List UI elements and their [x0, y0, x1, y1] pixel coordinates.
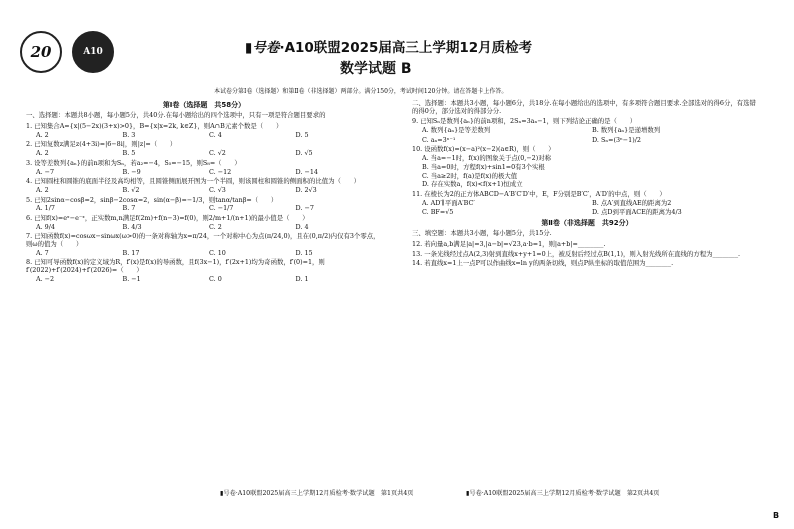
- section-heading-part1: 第Ⅰ卷（选择题 共58分）: [162, 101, 246, 109]
- option: B. 数列{aₙ}是递增数列: [592, 126, 661, 135]
- option-row: [36, 169, 382, 177]
- school-seal-icon: [72, 31, 114, 73]
- exam-title-text: ·A10联盟2025届高三上学期12月质检考: [279, 40, 533, 56]
- option-row: [36, 276, 382, 284]
- option-grid: [422, 200, 762, 217]
- option-row: [36, 224, 382, 232]
- anniversary-logo-icon: [20, 31, 62, 73]
- question-stem: 8. 已知可导函数f(x)的定义域为R，f′(x)是f(x)的导函数，且f(3x−1)，f′(2x+1)均为奇函数，f′(0)=1，则f′(2022)+f′(2024)+f′(2026)=（ ）: [26, 258, 325, 275]
- section-intro-mc: 一、选择题：本题共8小题，每小题5分，共40分.在每小题给出的四个选项中，只有一项是符合题目要求的: [26, 111, 326, 120]
- question-stem: 7. 已知函数f(x)=cosωx−sinωx(ω>0)的一条对称轴为x=π/24，一个对称中心为点(π/24,0)，且在(0,π/2)内仅有3个零点，则ω的值为（ ）: [26, 232, 380, 249]
- option: A. −2: [36, 274, 55, 283]
- right-question-list: [412, 118, 762, 217]
- option: A. −7: [36, 167, 55, 176]
- option: C. BF=√5: [422, 208, 454, 217]
- option: A. 数列{aₙ}是等差数列: [422, 126, 491, 135]
- option-row: [36, 150, 382, 158]
- option-row: [36, 132, 382, 140]
- logo-left-text: 20: [30, 43, 52, 61]
- option: C. 10: [209, 248, 226, 257]
- option: A. 2: [36, 149, 49, 158]
- option: C. 0: [209, 274, 222, 283]
- option: A. AD′∥平面A′BC′: [422, 198, 475, 207]
- section-heading-part2: 第Ⅱ卷（非选择题 共92分）: [541, 218, 633, 227]
- section-intro-fill: 三、填空题：本题共3小题，每小题5分，共15分.: [412, 229, 552, 238]
- subject-title: 数学试题 B: [340, 61, 412, 77]
- option-row: [36, 187, 382, 195]
- fill-question: 14. 若直线x=1上一点P可以作曲线x=ln y的两条切线，则点P纵坐标的取值范围为________.: [412, 259, 674, 268]
- header-logos: [20, 31, 120, 73]
- question-stem: 5. 已知2sinα−cosβ=2，sinβ−2cosα=2，sin(α−β)=−1/3，则tanα/tanβ=（ ）: [26, 195, 278, 204]
- footer-left: ▮号卷·A10联盟2025届高三上学期12月质检考·数学试题 第1页共4页: [220, 490, 414, 497]
- option: D. Sₙ=(3ⁿ−1)/2: [592, 135, 641, 144]
- option: A. 当a=−1时，f(x)的图象关于点(0,−2)对称: [422, 154, 552, 163]
- option: C. √2: [209, 149, 226, 158]
- option: A. 2: [36, 185, 49, 194]
- footer-right: ▮号卷·A10联盟2025届高三上学期12月质检考·数学试题 第2页共4页: [466, 490, 660, 497]
- option-row: [36, 205, 382, 213]
- option: D. 2√3: [295, 185, 317, 194]
- exam-title: [245, 36, 532, 56]
- logo-right-text: A10: [83, 47, 103, 57]
- option: D. 存在实数a，f(x)<f(x+1)恒成立: [422, 180, 523, 189]
- option: D. 1: [295, 274, 309, 283]
- option: C. 当a≥2时，f(a)是f(x)的极大值: [422, 171, 518, 180]
- option: D. √5: [295, 149, 313, 158]
- brand-mark: ▮号卷: [245, 40, 280, 56]
- option: B. 点A′到直线AE的距离为2: [592, 198, 672, 207]
- option: A. 7: [36, 248, 49, 257]
- option: D. −7: [295, 204, 314, 213]
- option: B. √2: [122, 185, 140, 194]
- option: A. 9/4: [36, 222, 55, 231]
- version-mark: B: [773, 511, 780, 520]
- option: B. 5: [122, 149, 136, 158]
- option: D. 4: [295, 222, 309, 231]
- question-stem: 10. 设函数f(x)=(x−a)²(x−2)(a∈R)，则（ ）: [412, 145, 555, 154]
- option: A. 2: [36, 130, 49, 139]
- left-question-list: [26, 123, 382, 283]
- exam-notice: 本试卷分第Ⅰ卷（选择题）和第Ⅱ卷（非选择题）两部分。满分150分，考试时间120分钟。请在答题卡上作答。: [214, 88, 508, 95]
- right-column: [412, 100, 762, 269]
- option: B. 17: [122, 248, 140, 257]
- option: B. 7: [122, 204, 136, 213]
- fill-question: 12. 若向量a,b满足|a|=3,|a−b|=√23,a·b=1，则|a+b|=________.: [412, 240, 606, 249]
- option: C. −1/7: [209, 204, 234, 213]
- option: B. −1: [122, 274, 141, 283]
- option: B. 当a=0时，方程f(x)+sin1=0有3个实根: [422, 162, 545, 171]
- option: C. aₙ=3ⁿ⁻¹: [422, 135, 456, 144]
- option: D. 5: [295, 130, 309, 139]
- question-stem: 4. 已知圆柱和圆锥的底面半径及高均相等，且圆锥侧面展开图为一个半圆，则该圆柱和圆锥的侧面积的比值为（ ）: [26, 177, 361, 186]
- fill-question-list: [412, 241, 762, 268]
- option: C. 4: [209, 130, 222, 139]
- question-stem: 6. 已知f(x)=eˣ−e⁻ˣ，正实数m,n满足f(2m)+f(n−3)=f(0)，则2/m+1/(n+1)的最小值是（ ）: [26, 213, 309, 222]
- option-row: [36, 250, 382, 258]
- question-stem: 11. 在棱长为2的正方体ABCD−A′B′C′D′中，E，F分别是B′C′，A′D′的中点，则（ ）: [412, 189, 666, 198]
- option: C. −12: [209, 167, 232, 176]
- option: A. 1/7: [36, 204, 55, 213]
- question-stem: 1. 已知集合A={x|(5−2x)(3+x)>0}，B={x|x=2k, k∈Z}，则A∩B元素个数是（ ）: [26, 122, 283, 131]
- question-stem: 3. 设等差数列{aₙ}的前n项和为Sₙ，若a₂=−4，S₅=−15，则S₈=（ ）: [26, 158, 241, 167]
- option: B. −9: [122, 167, 141, 176]
- fill-question: 13. 一条光线经过点A(2,3)射到直线x+y+1=0上，被反射后经过点B(1,1)，则入射光线所在直线的方程为________.: [412, 249, 741, 258]
- option: B. 3: [122, 130, 136, 139]
- option-column: [422, 155, 762, 189]
- option: D. 15: [295, 248, 313, 257]
- option: D. 点D到平面ACE的距离为4/3: [592, 208, 682, 217]
- question-stem: 9. 已知Sₙ是数列{aₙ}的前n项和，2Sₙ=3aₙ−1，则下列结论正确的是（ ）: [412, 117, 637, 126]
- section-intro-multi: 二、选择题：本题共3小题，每小题6分，共18分.在每小题给出的选项中，有多项符合题目要求.全部选对的得6分，有选错的得0分，部分选对的得部分分.: [412, 99, 756, 115]
- option: C. √3: [209, 185, 226, 194]
- left-column: [26, 100, 382, 285]
- option: D. −14: [295, 167, 318, 176]
- option: B. 4/3: [122, 222, 142, 231]
- question-stem: 2. 已知复数z满足z(4+3i)=|6−8i|，则|z|=（ ）: [26, 140, 177, 149]
- option: C. 2: [209, 222, 222, 231]
- option-grid: [422, 127, 762, 144]
